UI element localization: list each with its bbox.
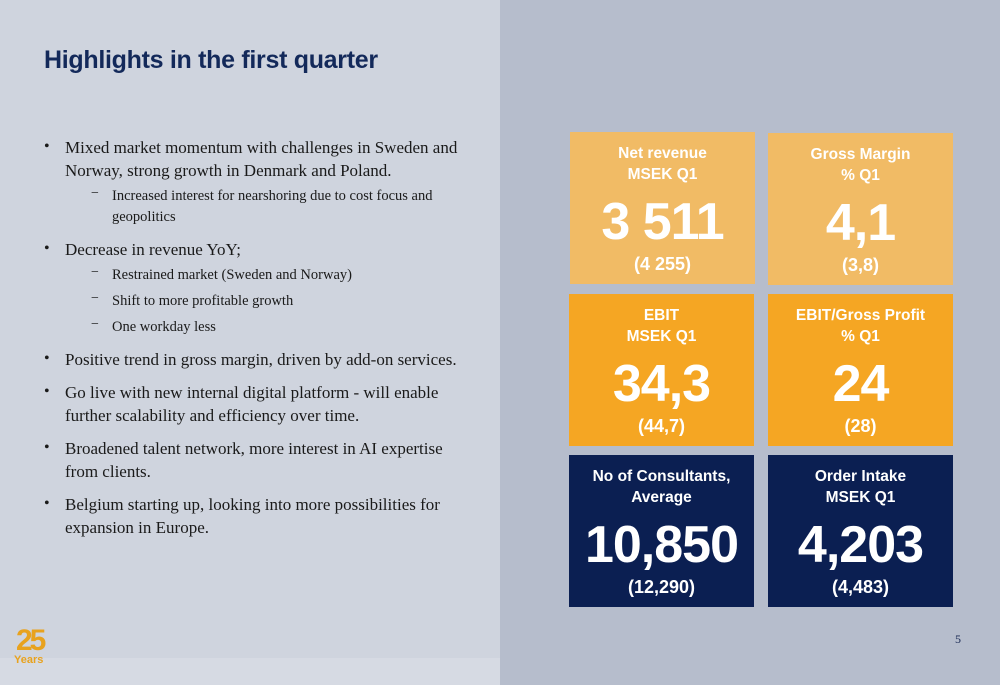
anniversary-logo: [12, 624, 62, 668]
kpi-label-line2: % Q1: [841, 167, 880, 184]
list-item: [44, 348, 464, 371]
kpi-label-line1: Net revenue: [618, 145, 707, 162]
bullet-dot-icon: •: [44, 240, 50, 257]
bullet-text: Positive trend in gross margin, driven by add-on services.: [65, 350, 457, 369]
kpi-label: [768, 305, 953, 347]
list-item: [44, 493, 464, 539]
dash-icon: −: [91, 317, 99, 332]
bullet-dot-icon: •: [44, 383, 50, 400]
kpi-label: [768, 466, 953, 508]
kpi-value: 34,3: [612, 355, 711, 413]
bullet-dot-icon: •: [44, 350, 50, 367]
bullet-dot-icon: •: [44, 439, 50, 456]
kpi-label-line1: EBIT: [643, 307, 680, 324]
kpi-label-line1: Gross Margin: [810, 146, 911, 163]
kpi-label-line1: EBIT/Gross Profit: [795, 307, 926, 324]
list-item: [44, 238, 464, 338]
kpi-label-line2: MSEK Q1: [627, 166, 698, 183]
list-item: [44, 381, 464, 427]
kpi-ebit: [569, 294, 754, 446]
bottom-strip: [0, 658, 500, 685]
kpi-previous-value: (28): [844, 416, 877, 436]
kpi-label: [570, 143, 755, 185]
highlight-list: [44, 136, 464, 549]
logo-word: Years: [14, 654, 44, 666]
sub-text: Increased interest for nearshoring due to cost focus and geopolitics: [112, 188, 433, 225]
kpi-label: [768, 144, 953, 186]
sub-list: [65, 265, 464, 338]
kpi-previous-value: (4,483): [831, 577, 890, 597]
kpi-previous-value: (12,290): [627, 577, 696, 597]
bullet-text: Decrease in revenue YoY;: [65, 240, 241, 259]
kpi-gross-margin: [768, 133, 953, 285]
bullet-text: Belgium starting up, looking into more possibilities for expansion in Europe.: [65, 495, 440, 537]
kpi-value: 4,1: [825, 194, 896, 252]
kpi-order-intake: [768, 455, 953, 607]
sub-text: One workday less: [112, 319, 216, 335]
kpi-value: 4,203: [797, 516, 924, 574]
kpi-net-revenue: [570, 132, 755, 284]
sub-text: Restrained market (Sweden and Norway): [112, 267, 352, 283]
sub-list-item: [91, 265, 464, 286]
list-item: [44, 136, 464, 228]
bullet-text: Go live with new internal digital platform - will enable further scalability and efficiency over time.: [65, 383, 439, 425]
bullet-text: Mixed market momentum with challenges in Sweden and Norway, strong growth in Denmark and Poland.: [65, 138, 458, 180]
kpi-label-line2: MSEK Q1: [825, 489, 896, 506]
logo-number: 25: [16, 624, 44, 657]
kpi-ebit-gross-profit: [768, 294, 953, 446]
dash-icon: −: [91, 291, 99, 306]
page-title: Highlights in the first quarter: [44, 46, 378, 74]
dash-icon: −: [91, 186, 99, 201]
sub-text: Shift to more profitable growth: [112, 293, 294, 309]
bullet-dot-icon: •: [44, 495, 50, 512]
kpi-label-line2: Average: [631, 489, 692, 506]
kpi-previous-value: (4 255): [633, 254, 692, 274]
kpi-label-line2: MSEK Q1: [626, 328, 697, 345]
sub-list-item: [91, 291, 464, 312]
bullet-text: Broadened talent network, more interest in AI expertise from clients.: [65, 439, 443, 481]
kpi-previous-value: (44,7): [637, 416, 686, 436]
kpi-label-line2: % Q1: [841, 328, 880, 345]
kpi-previous-value: (3,8): [841, 255, 879, 275]
kpi-label: [569, 305, 754, 347]
list-item: [44, 437, 464, 483]
kpi-value: 24: [832, 355, 889, 413]
kpi-value: 3 511: [601, 193, 724, 251]
bullet-dot-icon: •: [44, 138, 50, 155]
sub-list-item: [91, 186, 464, 228]
kpi-consultants: [569, 455, 754, 607]
kpi-label-line1: No of Consultants,: [592, 468, 731, 485]
kpi-label-line1: Order Intake: [814, 468, 907, 485]
page-number: 5: [955, 632, 961, 646]
kpi-value: 10,850: [584, 516, 739, 574]
sub-list-item: [91, 317, 464, 338]
sub-list: [65, 186, 464, 228]
kpi-label: [569, 466, 754, 508]
dash-icon: −: [91, 265, 99, 280]
